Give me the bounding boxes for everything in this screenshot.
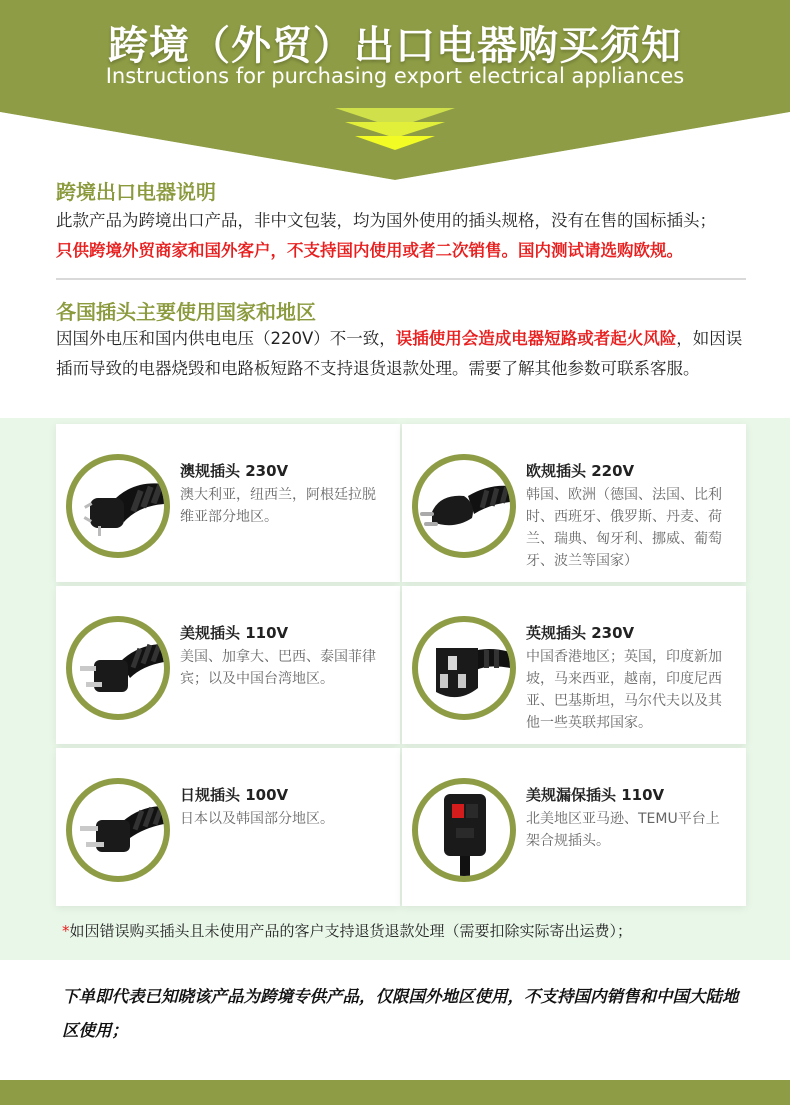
voltage-text-red: 误插使用会造成电器短路或者起火风险 [395,329,677,348]
plug-circle [412,616,516,720]
uk-plug-icon [418,622,510,714]
plug-card-gfci [402,748,746,906]
section-heading-export-notice: 跨境出口电器说明 [56,180,216,204]
header-banner [0,0,790,180]
refund-note [62,920,632,941]
refund-note-text: 如因错误购买插头且未使用产品的客户支持退货退款处理（需要扣除实际寄出运费）； [69,922,633,940]
eu-plug-icon [418,460,510,552]
plug-card-au [56,424,400,582]
section-heading-plug-regions: 各国插头主要使用国家和地区 [56,300,316,324]
voltage-warning-text [56,324,746,384]
voltage-text-before: 因国外电压和国内供电电压（220V）不一致， [56,329,396,348]
plug-desc: 中国香港地区；英国，印度新加坡，马来西亚，越南，印度尼西亚、巴基斯坦，马尔代夫以及其他一些英联邦国家。 [526,649,722,731]
voltage-text-after: ，如因误插而导致的电器烧毁和电路板短路不支持退货退款处理。需要了解其他参数可联系客服。 [56,329,743,378]
au-plug-icon [72,460,164,552]
plug-circle [412,778,516,882]
plug-grid [0,418,790,960]
plug-circle [412,454,516,558]
page-title: 跨境（外贸）出口电器购买须知 [108,23,682,69]
plug-card-uk [402,586,746,744]
page-subtitle: Instructions for purchasing export electrical appliances [105,64,685,88]
export-notice-line: 此款产品为跨境出口产品，非中文包装，均为国外使用的插头规格，没有在售的国标插头； [56,211,716,230]
plug-circle [66,778,170,882]
us-plug-icon [72,622,164,714]
plug-card-eu [402,424,746,582]
footer-bar [0,1080,790,1105]
plug-desc: 美国、加拿大、巴西、泰国菲律宾；以及中国台湾地区。 [180,649,376,687]
plug-card-us [56,586,400,744]
plug-circle [66,454,170,558]
plug-desc: 澳大利亚，纽西兰，阿根廷拉脱维亚部分地区。 [180,487,376,525]
divider [56,278,746,280]
final-statement: 下单即代表已知晓该产品为跨境专供产品，仅限国外地区使用，不支持国内销售和中国大陆地区使用； [62,987,739,1040]
export-notice-text [56,206,746,266]
gfci-plug-icon [418,784,510,876]
export-notice-warning: 只供跨境外贸商家和国外客户，不支持国内使用或者二次销售。国内测试请选购欧规。 [56,241,683,260]
plug-title: 日规插头 100V [180,786,289,804]
plug-title: 美规漏保插头 110V [526,786,665,804]
plug-desc: 北美地区亚马逊、TEMU平台上架合规插头。 [526,811,720,849]
plug-desc: 韩国、欧洲（德国、法国、比利时、西班牙、俄罗斯、丹麦、荷兰、瑞典、匈牙利、挪威、葡萄牙、波兰等国家） [526,487,722,569]
plug-desc: 日本以及韩国部分地区。 [180,811,334,827]
plug-title: 澳规插头 230V [180,462,289,480]
plug-title: 欧规插头 220V [526,462,635,480]
plug-title: 美规插头 110V [180,624,289,642]
plug-title: 英规插头 230V [526,624,635,642]
asterisk: * [62,922,70,940]
plug-circle [66,616,170,720]
plug-card-jp [56,748,400,906]
jp-plug-icon [72,784,164,876]
